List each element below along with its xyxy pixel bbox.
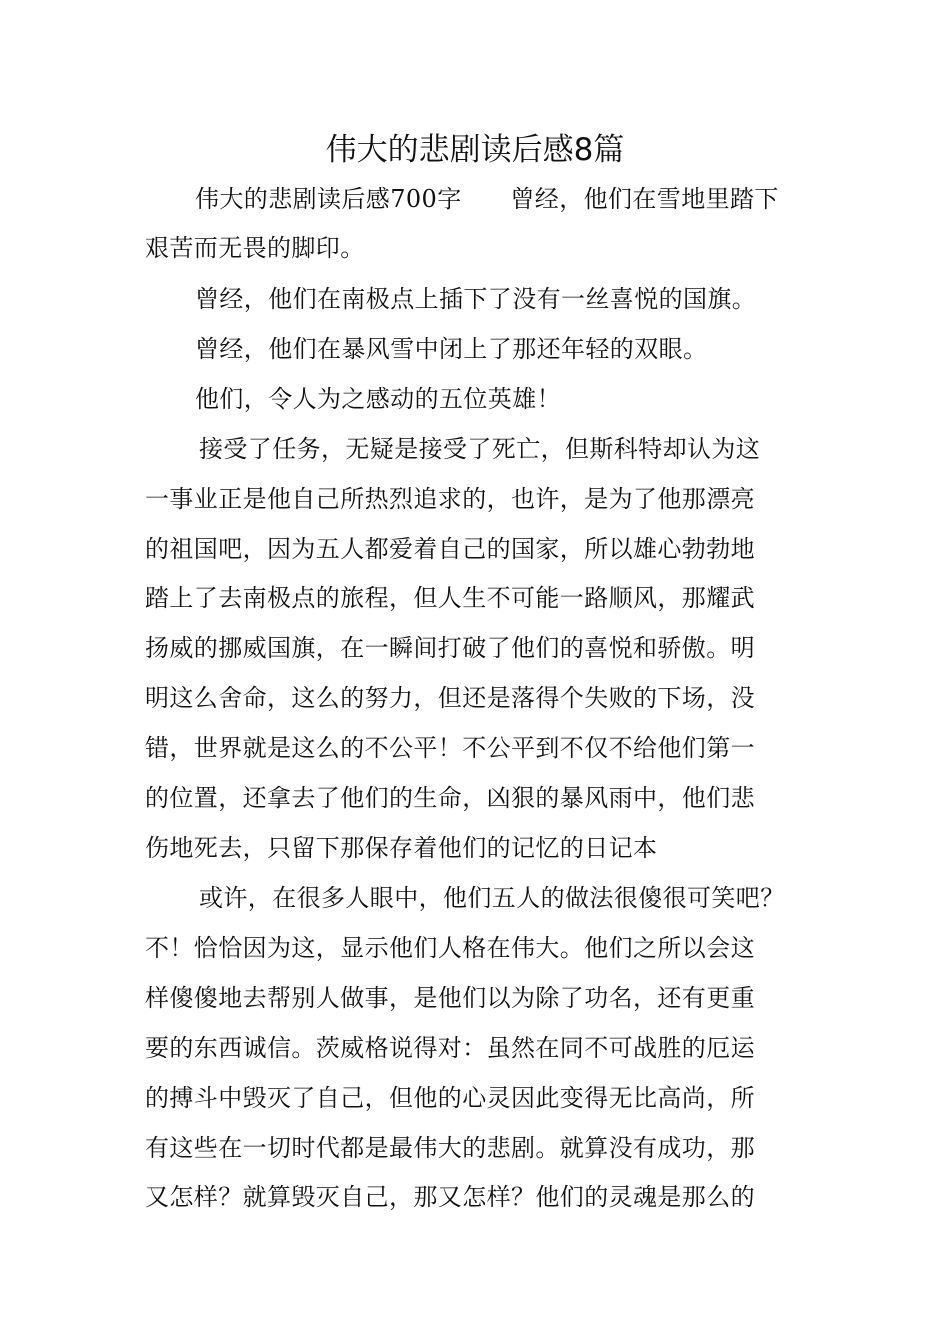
text-line: 或许，在很多人眼中，他们五人的做法很傻很可笑吧？ xyxy=(199,884,785,912)
text-line: 踏上了去南极点的旅程，但人生不可能一路顺风，那耀武 xyxy=(145,584,755,612)
text-line: 伟大的悲剧读后感700字 曾经，他们在雪地里踏下 xyxy=(195,185,779,213)
text-line: 又怎样？就算毁灭自己，那又怎样？他们的灵魂是那么的 xyxy=(145,1183,755,1211)
text-line: 他们，令人为之感动的五位英雄！ xyxy=(195,385,561,413)
text-line: 要的东西诚信。茨威格说得对：虽然在同不可战胜的厄运 xyxy=(145,1034,755,1062)
text-line: 样傻傻地去帮别人做事，是他们以为除了功名，还有更重 xyxy=(145,984,755,1012)
text-line: 明这么舍命，这么的努力，但还是落得个失败的下场，没 xyxy=(145,684,755,712)
text-line: 错，世界就是这么的不公平！不公平到不仅不给他们第一 xyxy=(145,734,755,762)
text-line: 曾经，他们在南极点上插下了没有一丝喜悦的国旗。 xyxy=(195,285,757,313)
text-line: 一事业正是他自己所热烈追求的，也许，是为了他那漂亮 xyxy=(145,485,755,513)
text-line: 扬威的挪威国旗，在一瞬间打破了他们的喜悦和骄傲。明 xyxy=(145,634,755,662)
text-line: 艰苦而无畏的脚印。 xyxy=(145,234,365,262)
text-line: 曾经，他们在暴风雪中闭上了那还年轻的双眼。 xyxy=(195,335,708,363)
text-line: 的搏斗中毁灭了自己，但他的心灵因此变得无比高尚，所 xyxy=(145,1084,755,1112)
text-line: 接受了任务，无疑是接受了死亡，但斯科特却认为这 xyxy=(199,435,761,463)
text-line: 的位置，还拿去了他们的生命，凶狠的暴风雨中，他们悲 xyxy=(145,784,755,812)
text-line: 有这些在一切时代都是最伟大的悲剧。就算没有成功，那 xyxy=(145,1134,755,1162)
text-line: 的祖国吧，因为五人都爱着自己的国家，所以雄心勃勃地 xyxy=(145,535,755,563)
text-line: 不！恰恰因为这，显示他们人格在伟大。他们之所以会这 xyxy=(145,934,755,962)
document-title: 伟大的悲剧读后感8篇 xyxy=(325,132,625,168)
text-line: 伤地死去，只留下那保存着他们的记忆的日记本 xyxy=(145,834,658,862)
